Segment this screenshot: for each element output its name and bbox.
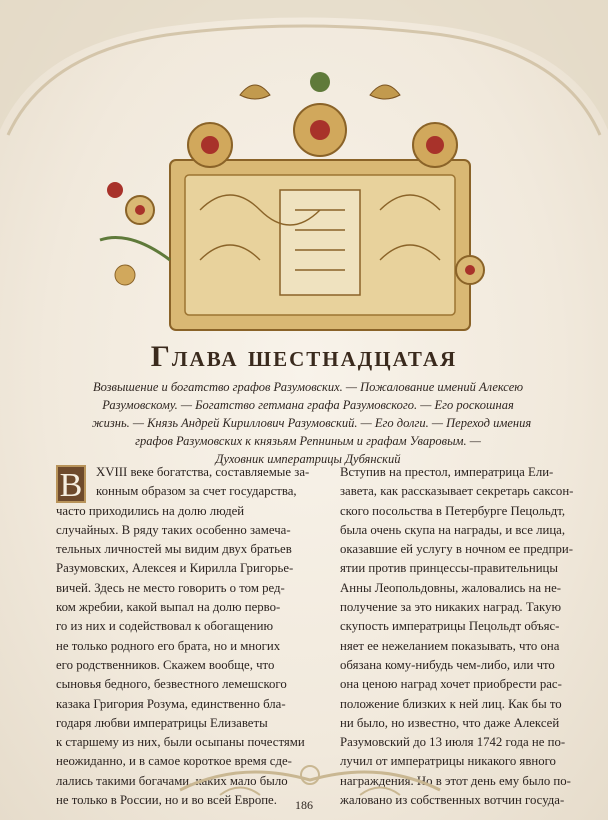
text-line: Разумовских, Алексея и Кирилла Григорье- bbox=[56, 561, 294, 576]
text-line: была очень скупа на награды, и все лица, bbox=[340, 522, 566, 537]
summary-line: Разумовскому. — Богатство гетмана графа Разумовского. — Его роскошная bbox=[102, 398, 514, 412]
text-line: получение за это никаких наград. Такую bbox=[340, 600, 562, 615]
text-line: годаря любви императрицы Елизаветы bbox=[56, 715, 268, 730]
text-line: часто приходились на долю людей bbox=[56, 503, 245, 518]
text-line: сыновья бедного, безвестного лемешского bbox=[56, 677, 287, 692]
text-line: го из них и содействовал к обогащению bbox=[56, 619, 274, 634]
text-line: положение близких к ней лиц. Как бы то bbox=[340, 696, 562, 711]
text-line: оказавшие ей услугу в ночном ее предпри- bbox=[340, 542, 573, 557]
text-line: завета, как рассказывает секретарь саксон- bbox=[340, 484, 574, 499]
ornamental-headpiece bbox=[80, 60, 530, 340]
text-line: Вступив на престол, императрица Ели- bbox=[340, 465, 554, 479]
chapter-title: Глава шестнадцатая bbox=[150, 340, 458, 373]
text-line: случайных. В ряду таких особенно замеча- bbox=[56, 522, 291, 537]
text-line: она ценою наград хочет приобрести рас- bbox=[340, 677, 562, 692]
text-line: лались такими богачами, каких мало было bbox=[56, 773, 288, 788]
text-line: его родственников. Скажем вообще, что bbox=[56, 657, 275, 672]
text-line: вичей. Здесь не место говорить о том ред- bbox=[56, 580, 285, 595]
text-line: конным образом за счет государства, bbox=[96, 484, 297, 499]
text-line: ком жребии, какой выпал на долю перво- bbox=[56, 600, 281, 615]
text-line: скупость императрицы Пецольдт объяс- bbox=[340, 619, 560, 634]
text-line: ятии против принцессы-правительницы bbox=[340, 561, 558, 576]
page-number: 186 bbox=[295, 798, 313, 812]
chapter-summary bbox=[92, 378, 532, 468]
drop-cap: В bbox=[56, 465, 86, 503]
text-line: казака Григория Розума, единственно бла- bbox=[56, 696, 286, 711]
text-line: награждения. Но в этот день ему было по- bbox=[340, 773, 571, 788]
text-line: Анны Леопольдовны, жаловались на не- bbox=[340, 580, 562, 595]
text-line: няет ее нежеланием показывать, что она bbox=[340, 638, 560, 653]
summary-line: Возвышение и богатство графов Разумовских. — Пожалование имений Алексею bbox=[92, 380, 524, 394]
text-line: ни было, но известно, что даже Алексей bbox=[340, 715, 560, 730]
summary-line: жизнь. — Князь Андрей Кириллович Разумовский. — Его долги. — Переход имения bbox=[92, 416, 532, 430]
text-line: XVIII веке богатства, составляемые за- bbox=[96, 465, 310, 479]
text-line: Разумовский до 13 июля 1742 года не по- bbox=[340, 735, 566, 750]
text-line: ского посольства в Петербурге Пецольдт, bbox=[340, 503, 566, 518]
text-line: не только родного его брата, но и многих bbox=[56, 638, 281, 653]
text-line: не только в России, но и во всей Европе. bbox=[56, 793, 277, 808]
summary-line: графов Разумовских к князьям Репниным и графам Уваровым. — bbox=[135, 434, 481, 448]
text-line: неожиданно, и в самое короткое время сде- bbox=[56, 754, 292, 769]
text-line: жаловано из собственных вотчин госуда- bbox=[340, 793, 565, 808]
text-line: тельных личностей мы видим двух братьев bbox=[56, 542, 292, 557]
text-line: обязана кому-нибудь чем-либо, или что bbox=[340, 657, 555, 672]
summary-line: Духовник императрицы Дубянский bbox=[215, 452, 401, 466]
text-line: к старшему из них, были осыпаны почестями bbox=[56, 735, 305, 750]
text-line: лучил от императрицы никакого явного bbox=[340, 754, 556, 769]
